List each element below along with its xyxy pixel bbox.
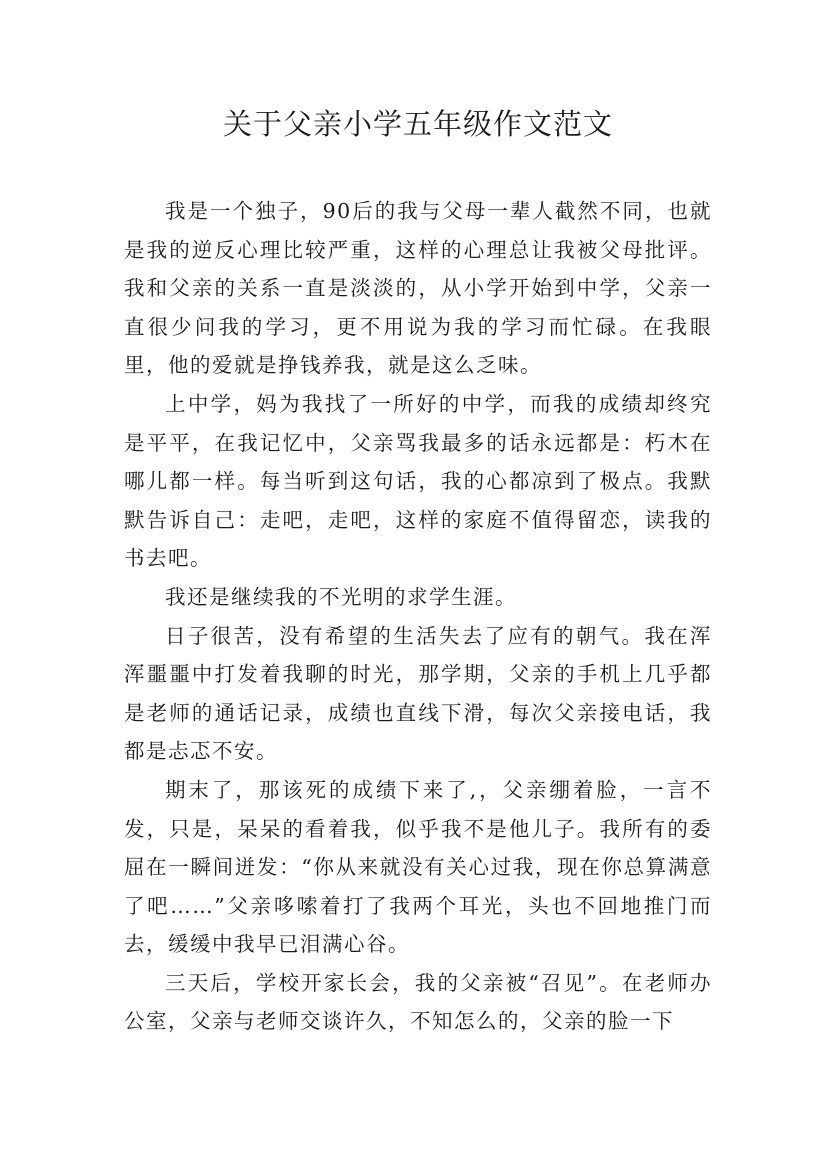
paragraph: 我还是继续我的不光明的求学生涯。 — [165, 584, 517, 609]
document-body — [124, 192, 712, 1041]
paragraph: 上中学，妈为我找了一所好的中学，而我的成绩却终究是平平，在我记忆中，父亲骂我最多的话永远都是：朽木在哪儿都一样。每当听到这句话，我的心都凉到了极点。我默默告诉自己：走吧，走吧，这样的家庭不值得留恋，读我的书去吧。 — [124, 391, 712, 571]
paragraph: 期末了，那该死的成绩下来了,，父亲绷着脸，一言不发，只是，呆呆的看着我，似乎我不是他儿子。我所有的委屈在一瞬间迸发：“你从来就没有关心过我，现在你总算满意了吧……”父亲哆嗦着打了我两个耳光，头也不回地推门而去，缓缓中我早已泪满心谷。 — [124, 777, 712, 957]
paragraph: 日子很苦，没有希望的生活失去了应有的朝气。我在浑浑噩噩中打发着我聊的时光，那学期，父亲的手机上几乎都是老师的通话记录，成绩也直线下滑，每次父亲接电话，我都是忐忑不安。 — [124, 623, 712, 764]
document-title: 关于父亲小学五年级作文范文 — [222, 107, 613, 141]
paragraph: 三天后，学校开家长会，我的父亲被“召见”。在老师办公室，父亲与老师交谈许久，不知怎么的，父亲的脸一下 — [124, 970, 712, 1034]
paragraph: 我是一个独子，90后的我与父母一辈人截然不同，也就是我的逆反心理比较严重，这样的心理总让我被父母批评。我和父亲的关系一直是淡淡的，从小学开始到中学，父亲一直很少问我的学习，更不用说为我的学习而忙碌。在我眼里，他的爱就是挣钱养我，就是这么乏味。 — [124, 199, 712, 378]
